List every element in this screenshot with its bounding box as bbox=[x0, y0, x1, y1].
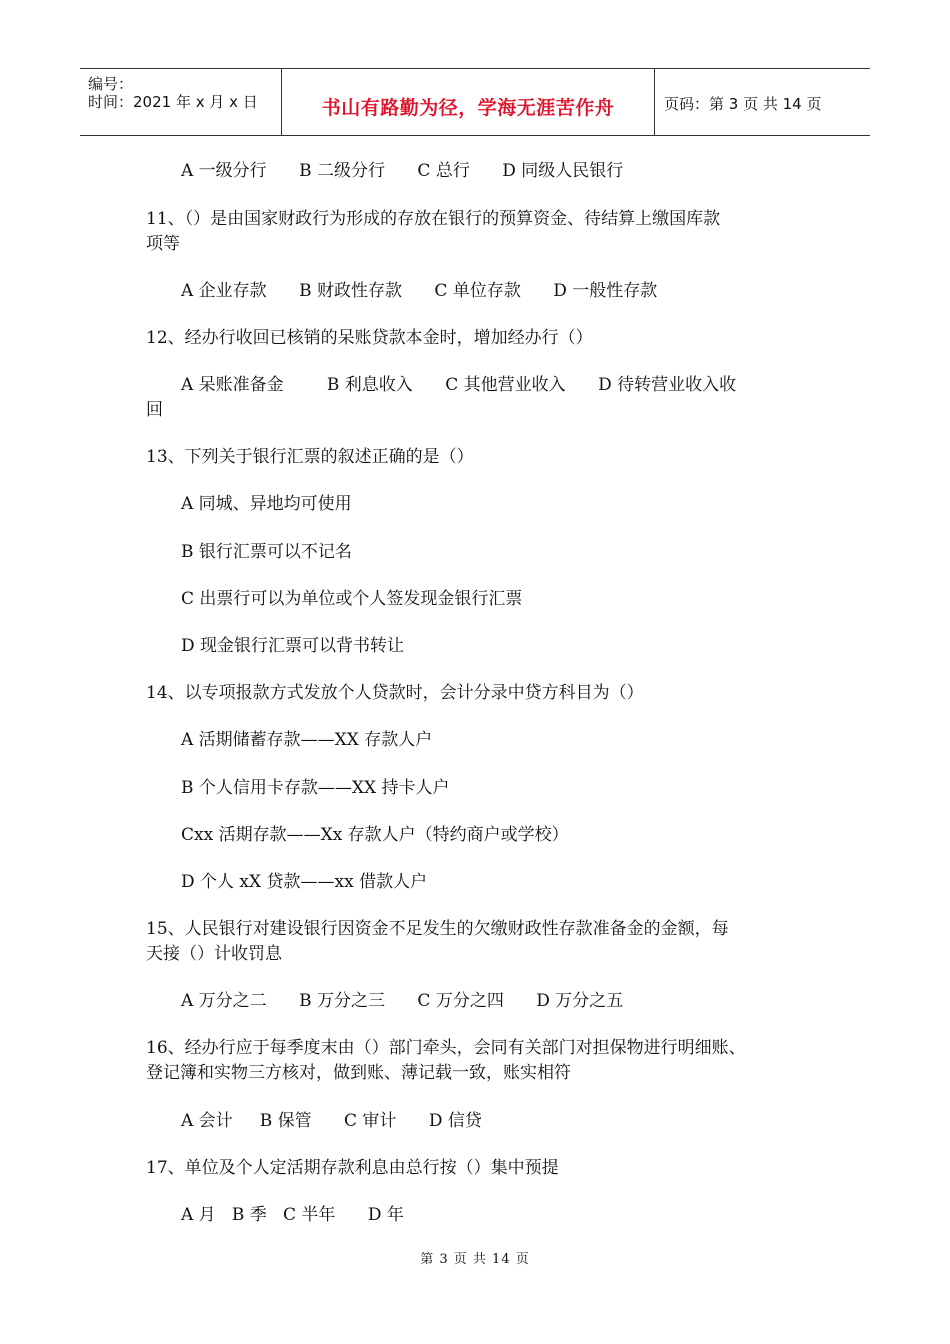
q16-options: A 会计 B 保管 C 审计 D 信贷 bbox=[181, 1111, 482, 1131]
motto: 书山有路勤为径，学海无涯苦作舟 bbox=[321, 97, 615, 119]
q11-options: A 企业存款 B 财政性存款 C 单位存款 D 一般性存款 bbox=[181, 281, 658, 301]
q16-stem: 16、经办行应于每季度末由（）部门牵头，会同有关部门对担保物进行明细账、 bbox=[146, 1038, 746, 1058]
q14-stem: 14、以专项报款方式发放个人贷款时，会计分录中贷方科目为（） bbox=[146, 683, 644, 703]
page-header bbox=[80, 68, 870, 136]
q11-stem-continued: 项等 bbox=[146, 234, 180, 254]
q17-stem: 17、单位及个人定活期存款利息由总行按（）集中预提 bbox=[146, 1158, 559, 1178]
q15-stem: 15、人民银行对建设银行因资金不足发生的欠缴财政性存款准备金的金额，每 bbox=[146, 919, 729, 939]
q12-options: A 呆账准备金 B 利息收入 C 其他营业收入 D 待转营业收入收 bbox=[181, 375, 737, 395]
q15-stem-continued: 天接（）计收罚息 bbox=[146, 944, 282, 964]
page-info: 页码：第 3 页 共 14 页 bbox=[664, 95, 822, 113]
header-page-cell bbox=[655, 69, 870, 135]
q13-option-d: D 现金银行汇票可以背书转让 bbox=[181, 636, 405, 656]
q10-options: A 一级分行 B 二级分行 C 总行 D 同级人民银行 bbox=[181, 161, 624, 181]
date-line: 时间：2021 年 x 月 x 日 bbox=[88, 93, 258, 111]
page-footer: 第 3 页 共 14 页 bbox=[420, 1252, 530, 1267]
header-motto-cell bbox=[282, 69, 655, 135]
q12-stem: 12、经办行收回已核销的呆账贷款本金时，增加经办行（） bbox=[146, 328, 593, 348]
q14-option-d: D 个人 xX 贷款——xx 借款人户 bbox=[181, 872, 428, 892]
q13-option-c: C 出票行可以为单位或个人签发现金银行汇票 bbox=[181, 589, 523, 609]
q17-options: A 月 B 季 C 半年 D 年 bbox=[181, 1205, 404, 1225]
q14-option-a: A 活期储蓄存款——XX 存款人户 bbox=[181, 730, 433, 750]
q13-option-b: B 银行汇票可以不记名 bbox=[181, 542, 352, 562]
q13-option-a: A 同城、异地均可使用 bbox=[181, 494, 352, 514]
header-meta-cell bbox=[80, 69, 282, 135]
q12-options-continued: 回 bbox=[146, 400, 163, 420]
q15-options: A 万分之二 B 万分之三 C 万分之四 D 万分之五 bbox=[181, 991, 624, 1011]
q13-stem: 13、下列关于银行汇票的叙述正确的是（） bbox=[146, 447, 474, 467]
q14-option-c: Cxx 活期存款——Xx 存款人户（特约商户或学校） bbox=[181, 825, 569, 845]
serial-number-label: 编号： bbox=[88, 75, 134, 93]
q14-option-b: B 个人信用卡存款——XX 持卡人户 bbox=[181, 778, 450, 798]
q11-stem: 11、（）是由国家财政行为形成的存放在银行的预算资金、待结算上缴国库款 bbox=[146, 209, 721, 229]
q16-stem-continued: 登记簿和实物三方核对，做到账、薄记载一致，账实相符 bbox=[146, 1063, 571, 1083]
